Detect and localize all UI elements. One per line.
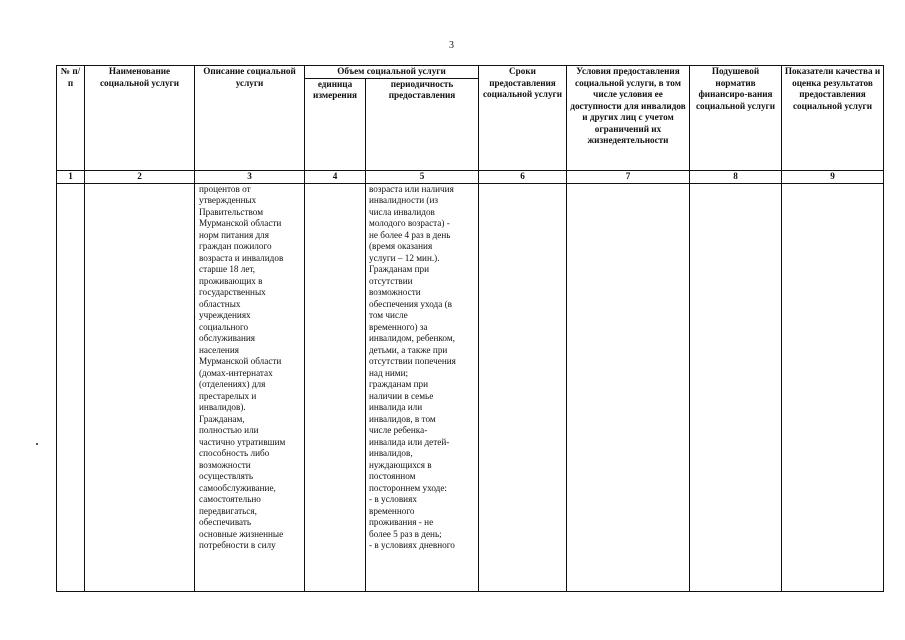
- text-line: числе ребенка-: [369, 425, 428, 435]
- text-line: наличии в семье: [369, 390, 434, 401]
- text-line: государственных: [199, 287, 266, 297]
- column-number: 6: [479, 171, 567, 184]
- cell-frequency: [366, 183, 479, 591]
- text-line: (время оказания: [369, 241, 433, 251]
- text-line: способность либо: [199, 448, 270, 458]
- header-service-name: Наименование социальной услуги: [85, 66, 195, 171]
- text-line: услуги – 12 мин.).: [369, 252, 440, 263]
- text-line: самостоятельно: [199, 494, 261, 504]
- header-volume-group: Объем социальной услуги: [305, 66, 479, 79]
- text-line: престарелых и: [199, 390, 257, 401]
- text-line: временного) за: [369, 321, 428, 332]
- header-row-1: [57, 66, 884, 79]
- text-line: областных: [199, 298, 241, 309]
- text-line: инвалида или: [369, 402, 423, 412]
- text-line: обеспечения ухода (в: [369, 298, 452, 309]
- text-line: постоянном: [369, 471, 416, 481]
- text-line: населения: [199, 344, 239, 355]
- text-line: проживающих в: [199, 275, 263, 286]
- cell-service-name: [85, 183, 195, 591]
- text-line: числа инвалидов: [369, 206, 435, 217]
- text-line: инвалидности (из: [369, 195, 439, 205]
- header-col-number: № п/п: [57, 66, 85, 171]
- text-line: - в условиях дневного: [369, 540, 455, 550]
- text-line: граждан пожилого: [199, 241, 272, 251]
- text-line: нуждающихся в: [369, 459, 432, 470]
- table-row: [57, 183, 884, 591]
- text-line: передвигаться,: [199, 505, 257, 516]
- text-line: осуществлять: [199, 471, 254, 481]
- text-line: отсутствии попечения: [369, 356, 456, 366]
- text-line: инвалида или детей-: [369, 436, 450, 447]
- text-line: том числе: [369, 310, 408, 320]
- text-line: учреждениях: [199, 310, 251, 320]
- text-line: гражданам при: [369, 379, 429, 389]
- header-frequency: периодичность предоставления: [366, 78, 479, 171]
- text-line: молодого возраста) -: [369, 218, 450, 228]
- text-line: норм питания для: [199, 229, 269, 240]
- text-line: возраста и инвалидов: [199, 252, 284, 263]
- column-numbers-row: [57, 171, 884, 184]
- column-number: 3: [195, 171, 305, 184]
- scan-speck: [36, 443, 38, 445]
- text-line: процентов от: [199, 183, 251, 194]
- text-line: (домах-интернатах: [199, 367, 273, 378]
- text-line: более 5 раз в день;: [369, 528, 442, 539]
- header-financing-norm: Подушевой норматив финансиро-вания социальной услуги: [690, 66, 782, 171]
- column-number: 2: [85, 171, 195, 184]
- cell-terms: [479, 183, 567, 591]
- text-line: инвалидов).: [199, 402, 246, 412]
- text-line: не более 4 раз в день: [369, 229, 451, 240]
- header-service-description: Описание социальной услуги: [195, 66, 305, 171]
- text-line: обслуживания: [199, 333, 256, 343]
- cell-unit: [305, 183, 366, 591]
- cell-quality-indicators: [782, 183, 884, 591]
- column-number: 8: [690, 171, 782, 184]
- text-line: возможности: [369, 287, 421, 297]
- column-number: 4: [305, 171, 366, 184]
- text-line: инвалидом, ребенком,: [369, 333, 455, 343]
- column-number: 1: [57, 171, 85, 184]
- text-line: над ними;: [369, 367, 409, 378]
- text-line: возраста или наличия: [369, 183, 454, 194]
- header-unit: единица измерения: [305, 78, 366, 171]
- text-line: - в условиях: [369, 494, 417, 504]
- text-line: детьми, а также при: [369, 344, 448, 355]
- cell-number: [57, 183, 85, 591]
- text-line: Правительством: [199, 206, 264, 217]
- text-line: Мурманской области: [199, 218, 282, 228]
- header-quality-indicators: Показатели качества и оценка результатов предоставления социальной услуги: [782, 66, 884, 171]
- text-line: Мурманской области: [199, 356, 282, 366]
- cell-conditions: [567, 183, 690, 591]
- header-conditions: Условия предоставления социальной услуги, в том числе условия ее доступности для инвалидов и других лиц с учетом ограничений их жизнедеятельности: [567, 66, 690, 171]
- text-line: инвалидов,: [369, 448, 413, 458]
- text-line: Гражданам при: [369, 264, 430, 274]
- text-line: возможности: [199, 459, 251, 470]
- text-line: отсутствии: [369, 275, 413, 286]
- text-line: временного: [369, 505, 415, 516]
- text-line: социального: [199, 321, 249, 332]
- text-line: обеспечивать: [199, 517, 252, 527]
- header-terms: Сроки предоставления социальной услуги: [479, 66, 567, 171]
- text-line: проживания - не: [369, 517, 434, 527]
- cell-service-description: [195, 183, 305, 591]
- text-line: инвалидов, в том: [369, 413, 436, 424]
- text-line: потребности в силу: [199, 540, 276, 550]
- text-line: основные жизненные: [199, 528, 284, 539]
- text-line: самообслуживание,: [199, 482, 276, 493]
- column-number: 9: [782, 171, 884, 184]
- column-number: 7: [567, 171, 690, 184]
- text-line: (отделениях) для: [199, 379, 266, 389]
- text-line: утвержденных: [199, 195, 257, 205]
- column-number: 5: [366, 171, 479, 184]
- social-services-table: [56, 65, 884, 592]
- cell-financing-norm: [690, 183, 782, 591]
- text-line: старше 18 лет,: [199, 264, 256, 274]
- text-line: Гражданам,: [199, 413, 245, 424]
- page-number: 3: [449, 40, 454, 51]
- text-line: полностью или: [199, 425, 259, 435]
- text-line: постороннем уходе:: [369, 482, 447, 493]
- text-line: частично утратившим: [199, 436, 286, 447]
